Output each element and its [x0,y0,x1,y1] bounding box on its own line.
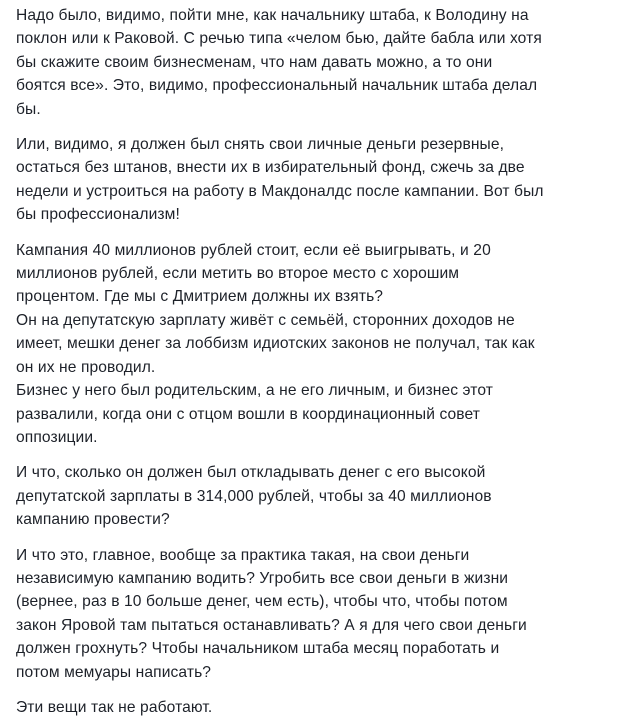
paragraph-5: И что это, главное, вообще за практика такая, на свои деньги независимую кампанию водить? Угробить все свои деньги в жизни (вернее, раз в 10 больше денег, чем есть), чтобы что, чтобы потом закон Яровой там пытаться останавливать? А я для чего свои деньги должен грохнуть? Чтобы начальником штаба месяц поработать и потом мемуары написать? [16,546,527,681]
paragraph-2: Или, видимо, я должен был снять свои личные деньги резервные, остаться без штанов, внести их в избирательный фонд, сжечь за две недели и устроиться на работу в Макдоналдс после кампании. Вот был бы профессионализм! [16,136,544,224]
paragraph-4: И что, сколько он должен был откладывать денег с его высокой депутатской зарплаты в 314,000 рублей, чтобы за 40 миллионов кампанию провести? [16,464,492,529]
paragraph-1: Надо было, видимо, пойти мне, как начальнику штаба, к Володину на поклон или к Раковой. С речью типа «челом бью, дайте бабла или хотя бы скажите своим бизнесменам, что нам давать можно, а то они боятся все». Это, видимо, профессиональный начальник штаба делал бы. [16,7,542,118]
paragraph-3: Кампания 40 миллионов рублей стоит, если её выигрывать, и 20 миллионов рублей, если метить во второе место с хорошим процентом. Где мы с Дмитрием должны их взять? Он на депутатскую зарплату живёт с семьёй, сторонних доходов не имеет, мешки денег за лоббизм идиотских законов не получал, так как он их не проводил. Бизнес у него был родительским, а не его личным, и бизнес этот развалили, когда они с отцом вошли в координационный совет оппозиции. [16,241,535,446]
paragraph-6: Эти вещи так не работают. [16,698,213,716]
